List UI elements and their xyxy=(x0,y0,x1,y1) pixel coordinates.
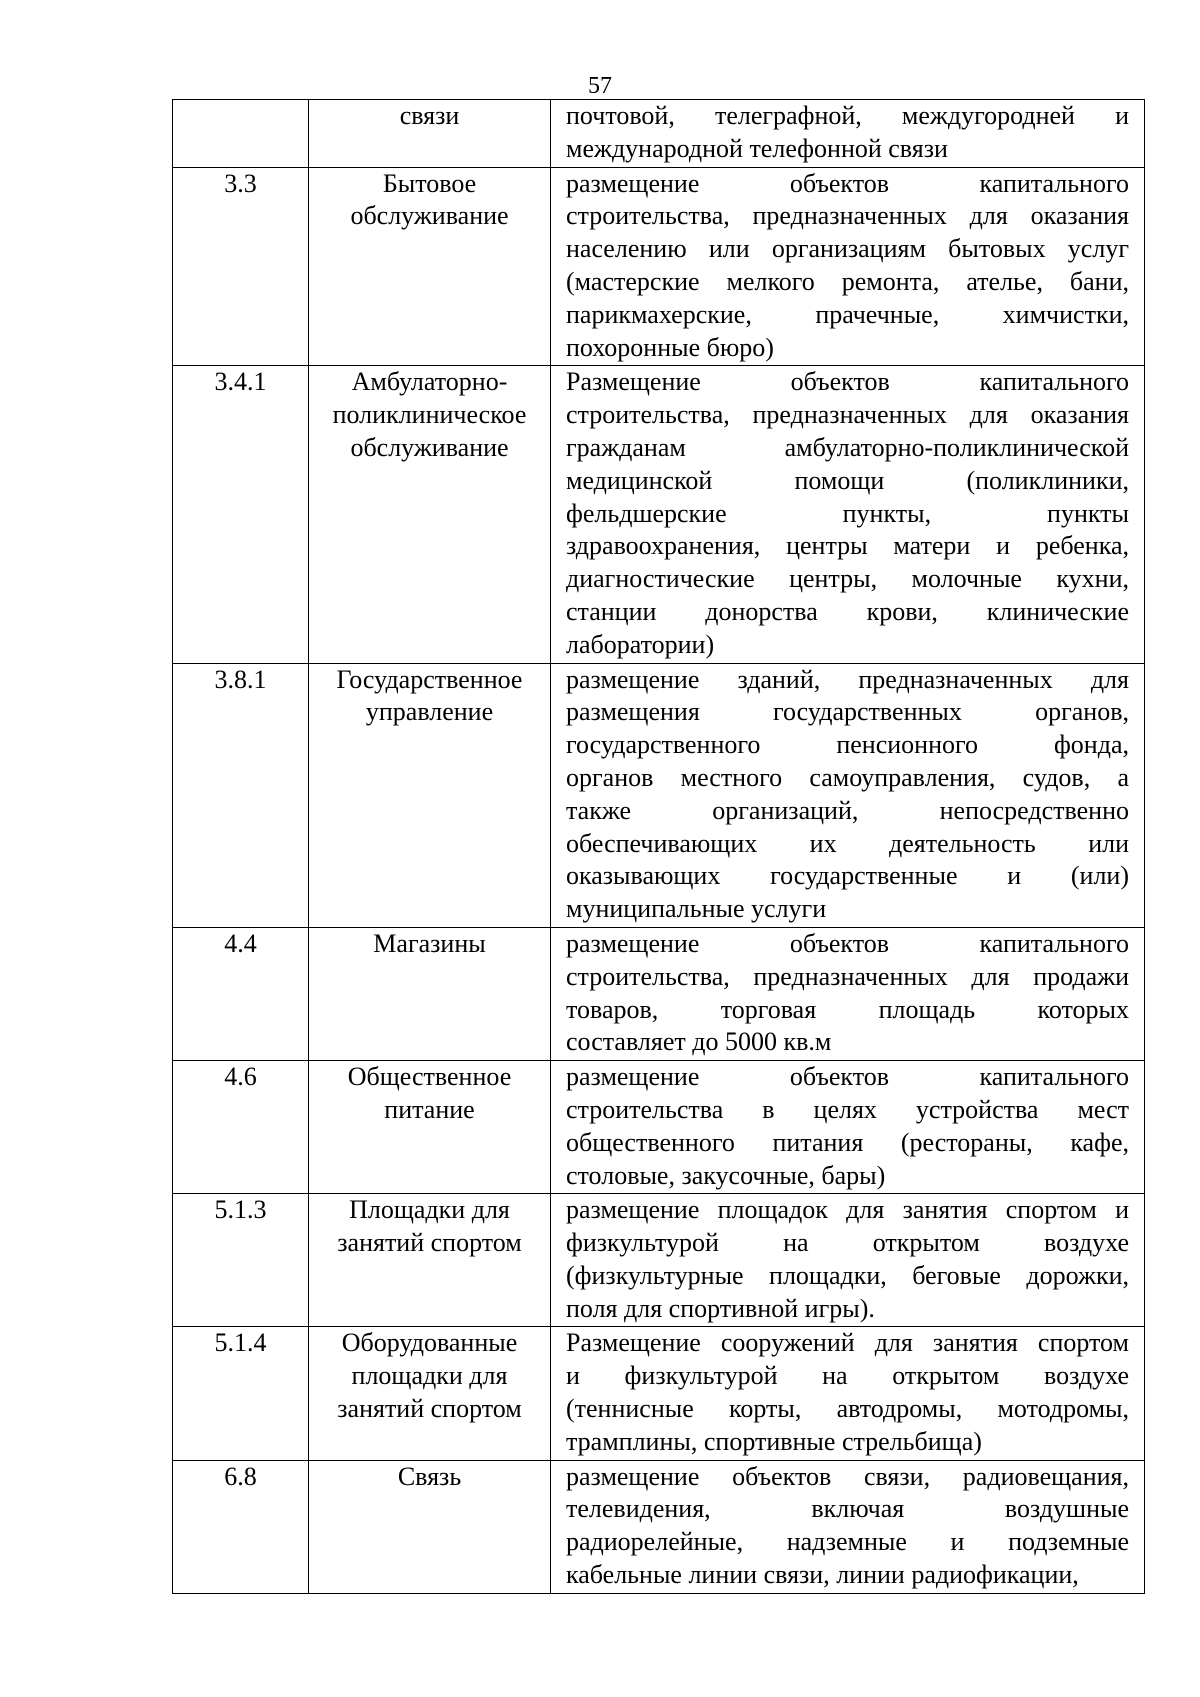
description-line: станции донорства крови, клинические xyxy=(566,596,1129,626)
description-line: (мастерские мелкого ремонта, ателье, бани, xyxy=(566,266,1129,296)
description-line: размещение объектов капитального xyxy=(566,928,1129,958)
land-use-code: 5.1.3 xyxy=(173,1194,309,1327)
description-line: размещения государственных органов, xyxy=(566,697,1129,727)
description-line: размещение объектов капитального xyxy=(566,1062,1129,1092)
table-row xyxy=(173,1327,1145,1460)
land-use-description xyxy=(551,1327,1145,1460)
description-line: размещение объектов капитального xyxy=(566,168,1129,198)
table-row xyxy=(173,1460,1145,1593)
description-line: (физкультурные площадки, беговые дорожки, xyxy=(566,1260,1129,1290)
description-line: телевидения, включая воздушные xyxy=(566,1494,1129,1524)
description-line: строительства в целях устройства мест xyxy=(566,1094,1129,1124)
description-line: органов местного самоуправления, судов, а xyxy=(566,762,1129,792)
description-line: здравоохранения, центры матери и ребенка, xyxy=(566,531,1129,561)
land-use-name: Бытовое обслуживание xyxy=(309,167,551,366)
land-use-description xyxy=(551,927,1145,1060)
land-use-code: 3.8.1 xyxy=(173,663,309,927)
description-line: товаров, торговая площадь которых xyxy=(566,994,1129,1024)
description-line: и физкультурой на открытом воздухе xyxy=(566,1361,1129,1391)
description-line: гражданам амбулаторно-поликлинической xyxy=(566,432,1129,462)
land-use-code: 3.3 xyxy=(173,167,309,366)
description-line: радиорелейные, надземные и подземные xyxy=(566,1527,1129,1557)
description-line: Размещение сооружений для занятия спортом xyxy=(566,1328,1129,1358)
table-row xyxy=(173,366,1145,663)
description-line: трамплины, спортивные стрельбища) xyxy=(566,1426,982,1456)
description-line: общественного питания (рестораны, кафе, xyxy=(566,1127,1129,1157)
page-number: 57 xyxy=(588,73,612,99)
description-line: медицинской помощи (поликлиники, xyxy=(566,465,1129,495)
land-use-code: 4.4 xyxy=(173,927,309,1060)
description-line: размещение зданий, предназначенных для xyxy=(566,664,1129,694)
description-line: обеспечивающих их деятельность или xyxy=(566,828,1129,858)
table-row xyxy=(173,100,1145,168)
land-use-name: Государственное управление xyxy=(309,663,551,927)
description-line: столовые, закусочные, бары) xyxy=(566,1160,886,1190)
land-use-description xyxy=(551,366,1145,663)
description-line: размещение объектов связи, радиовещания, xyxy=(566,1461,1129,1491)
description-line: лаборатории) xyxy=(566,629,715,659)
description-line: строительства, предназначенных для продажи xyxy=(566,961,1129,991)
land-use-name: Площадки для занятий спортом xyxy=(309,1194,551,1327)
table-row xyxy=(173,927,1145,1060)
land-use-description xyxy=(551,167,1145,366)
description-line: поля для спортивной игры). xyxy=(566,1293,875,1323)
description-line: размещение площадок для занятия спортом и xyxy=(566,1195,1129,1225)
description-line: почтовой, телеграфной, междугородней и xyxy=(566,101,1129,130)
description-line: фельдшерские пункты, пункты xyxy=(566,498,1129,528)
land-use-code: 4.6 xyxy=(173,1061,309,1194)
description-line: похоронные бюро) xyxy=(566,332,774,362)
description-line: Размещение объектов капитального xyxy=(566,367,1129,397)
land-use-description xyxy=(551,100,1145,168)
land-use-table xyxy=(172,99,1145,1594)
land-use-code: 3.4.1 xyxy=(173,366,309,663)
land-use-name: Магазины xyxy=(309,927,551,1060)
table-row xyxy=(173,167,1145,366)
land-use-code xyxy=(173,100,309,168)
land-use-description xyxy=(551,663,1145,927)
land-use-code: 6.8 xyxy=(173,1460,309,1593)
table-row xyxy=(173,1061,1145,1194)
description-line: строительства, предназначенных для оказания xyxy=(566,201,1129,231)
description-line: населению или организациям бытовых услуг xyxy=(566,234,1129,264)
land-use-description xyxy=(551,1061,1145,1194)
description-line: международной телефонной связи xyxy=(566,133,948,163)
land-use-description xyxy=(551,1194,1145,1327)
land-use-code: 5.1.4 xyxy=(173,1327,309,1460)
table-row xyxy=(173,1194,1145,1327)
land-use-table-body xyxy=(173,100,1145,1594)
land-use-name: Амбулаторно-поликлиническое обслуживание xyxy=(309,366,551,663)
description-line: муниципальные услуги xyxy=(566,894,827,924)
table-row xyxy=(173,663,1145,927)
description-line: составляет до 5000 кв.м xyxy=(566,1027,832,1057)
land-use-name: Оборудованные площадки для занятий спортом xyxy=(309,1327,551,1460)
description-line: оказывающих государственные и (или) xyxy=(566,861,1129,891)
description-line: государственного пенсионного фонда, xyxy=(566,730,1129,760)
description-line: диагностические центры, молочные кухни, xyxy=(566,564,1129,594)
description-line: (теннисные корты, автодромы, мотодромы, xyxy=(566,1394,1129,1424)
land-use-name: связи xyxy=(309,100,551,168)
description-line: парикмахерские, прачечные, химчистки, xyxy=(566,299,1129,329)
description-line: также организаций, непосредственно xyxy=(566,795,1129,825)
description-line: физкультурой на открытом воздухе xyxy=(566,1228,1129,1258)
description-line: кабельные линии связи, линии радиофикации, xyxy=(566,1560,1079,1590)
land-use-name: Общественное питание xyxy=(309,1061,551,1194)
land-use-name: Связь xyxy=(309,1460,551,1593)
land-use-description xyxy=(551,1460,1145,1593)
description-line: строительства, предназначенных для оказания xyxy=(566,400,1129,430)
